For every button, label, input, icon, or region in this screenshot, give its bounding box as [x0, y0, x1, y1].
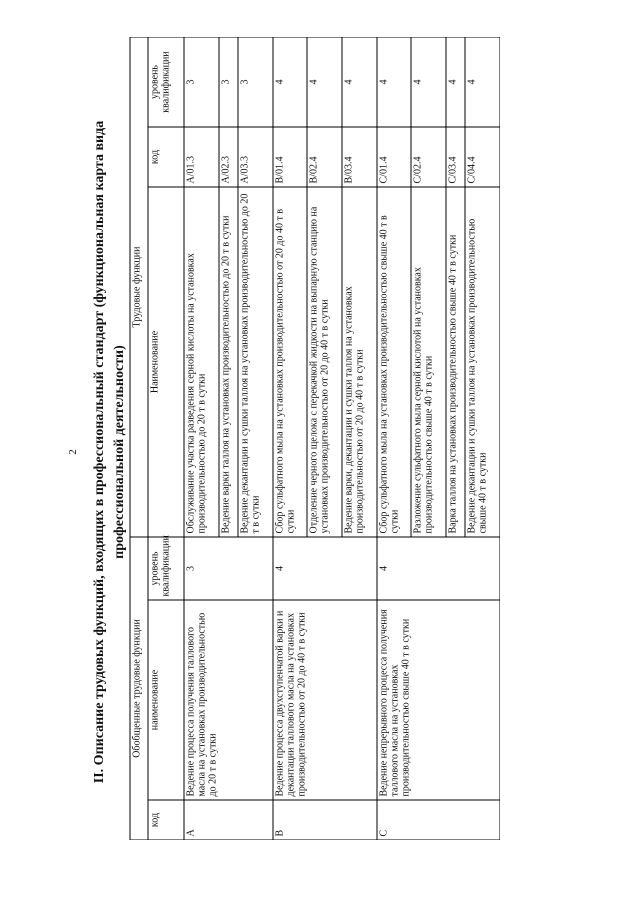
- group-name: Ведение непрерывного процесса получения таллового масла на установках производительностью свыше 40 т в сутки: [377, 600, 500, 800]
- function-level: 4: [342, 37, 377, 127]
- function-code: A/01.3: [184, 127, 219, 187]
- group-code: B: [273, 800, 377, 840]
- group-name: Ведение процесса двухступенчатой варки и декантации таллового масла на установках производительностью от 20 до 40 т в сутки: [273, 600, 377, 800]
- function-level: 4: [465, 37, 500, 127]
- col-code-header: код: [148, 800, 184, 840]
- function-code: A/03.3: [238, 127, 273, 187]
- function-level: 3: [219, 37, 238, 127]
- heading-line-1: II. Описание трудовых функций, входящих в профессиональный стандарт (функциональная карта вида: [92, 120, 107, 784]
- function-code: C/02.4: [411, 127, 446, 187]
- function-level: 4: [273, 37, 308, 127]
- group-level: 3: [184, 537, 273, 600]
- col-name-header: наименование: [148, 600, 184, 800]
- group-name: Ведение процесса получения таллового масла на установках производительностью до 20 т в сутки: [184, 600, 273, 800]
- col-tf-code-header: код: [148, 127, 184, 187]
- function-code: B/03.4: [342, 127, 377, 187]
- group-code: A: [184, 800, 273, 840]
- group-level: 4: [377, 537, 500, 600]
- function-name: Ведение варки таллоя на установках производительностью до 20 т в сутки: [219, 187, 238, 537]
- function-name: Отделение черного щелока с перекачкой жидкости на выпарную станцию на установках производительностью от 20 до 40 т в сутки: [307, 187, 342, 537]
- function-name: Ведение варки, декантации и сушки таллоя на установках производительностью от 20 до 40 т в сутки: [342, 187, 377, 537]
- function-level: 4: [377, 37, 412, 127]
- heading-line-2: профессиональной деятельности): [112, 345, 127, 559]
- table-row: [184, 37, 219, 840]
- function-name: Варка таллоя на установках производительностью свыше 40 т в сутки: [446, 187, 465, 537]
- table-container: [129, 37, 500, 840]
- function-code: B/01.4: [273, 127, 308, 187]
- function-level: 4: [307, 37, 342, 127]
- function-level: 4: [446, 37, 465, 127]
- section-heading: [90, 32, 130, 872]
- function-level: 3: [184, 37, 219, 127]
- col-tf-name-header: Наименование: [148, 187, 184, 537]
- function-name: Ведение декантации и сушки таллоя на установках производительностью свыше 40 т в сутки: [465, 187, 500, 537]
- function-name: Сбор сульфатного мыла на установках производительностью от 20 до 40 т в сутки: [273, 187, 308, 537]
- functional-map-table: [130, 37, 501, 840]
- function-level: 4: [411, 37, 446, 127]
- function-code: C/01.4: [377, 127, 412, 187]
- table-row: [273, 37, 308, 840]
- function-code: C/04.4: [465, 127, 500, 187]
- function-code: B/02.4: [307, 127, 342, 187]
- function-name: Обслуживание участка разведения серной кислоты на установках производительностью до 20 т в сутки: [184, 187, 219, 537]
- function-code: A/02.3: [219, 127, 238, 187]
- col-level-header: уровень квалификации: [148, 537, 184, 600]
- function-level: 3: [238, 37, 273, 127]
- page-number: 2: [66, 449, 79, 455]
- labor-functions-header: Трудовые функции: [130, 37, 148, 537]
- group-level: 4: [273, 537, 377, 600]
- group-code: C: [377, 800, 500, 840]
- function-name: Разложение сульфатного мыла серной кислотой на установках производительностью свыше 40 т в сутки: [411, 187, 446, 537]
- generalized-functions-header: Обобщенные трудовые функции: [130, 537, 148, 840]
- function-name: Сбор сульфатного мыла на установках производительностью свыше 40 т в сутки: [377, 187, 412, 537]
- table-row: [377, 37, 412, 840]
- function-code: C/03.4: [446, 127, 465, 187]
- function-name: Ведение декантации и сушки таллоя на установках производительностью до 20 т в сутки: [238, 187, 273, 537]
- col-tf-level-header: уровень квалификации: [148, 37, 184, 127]
